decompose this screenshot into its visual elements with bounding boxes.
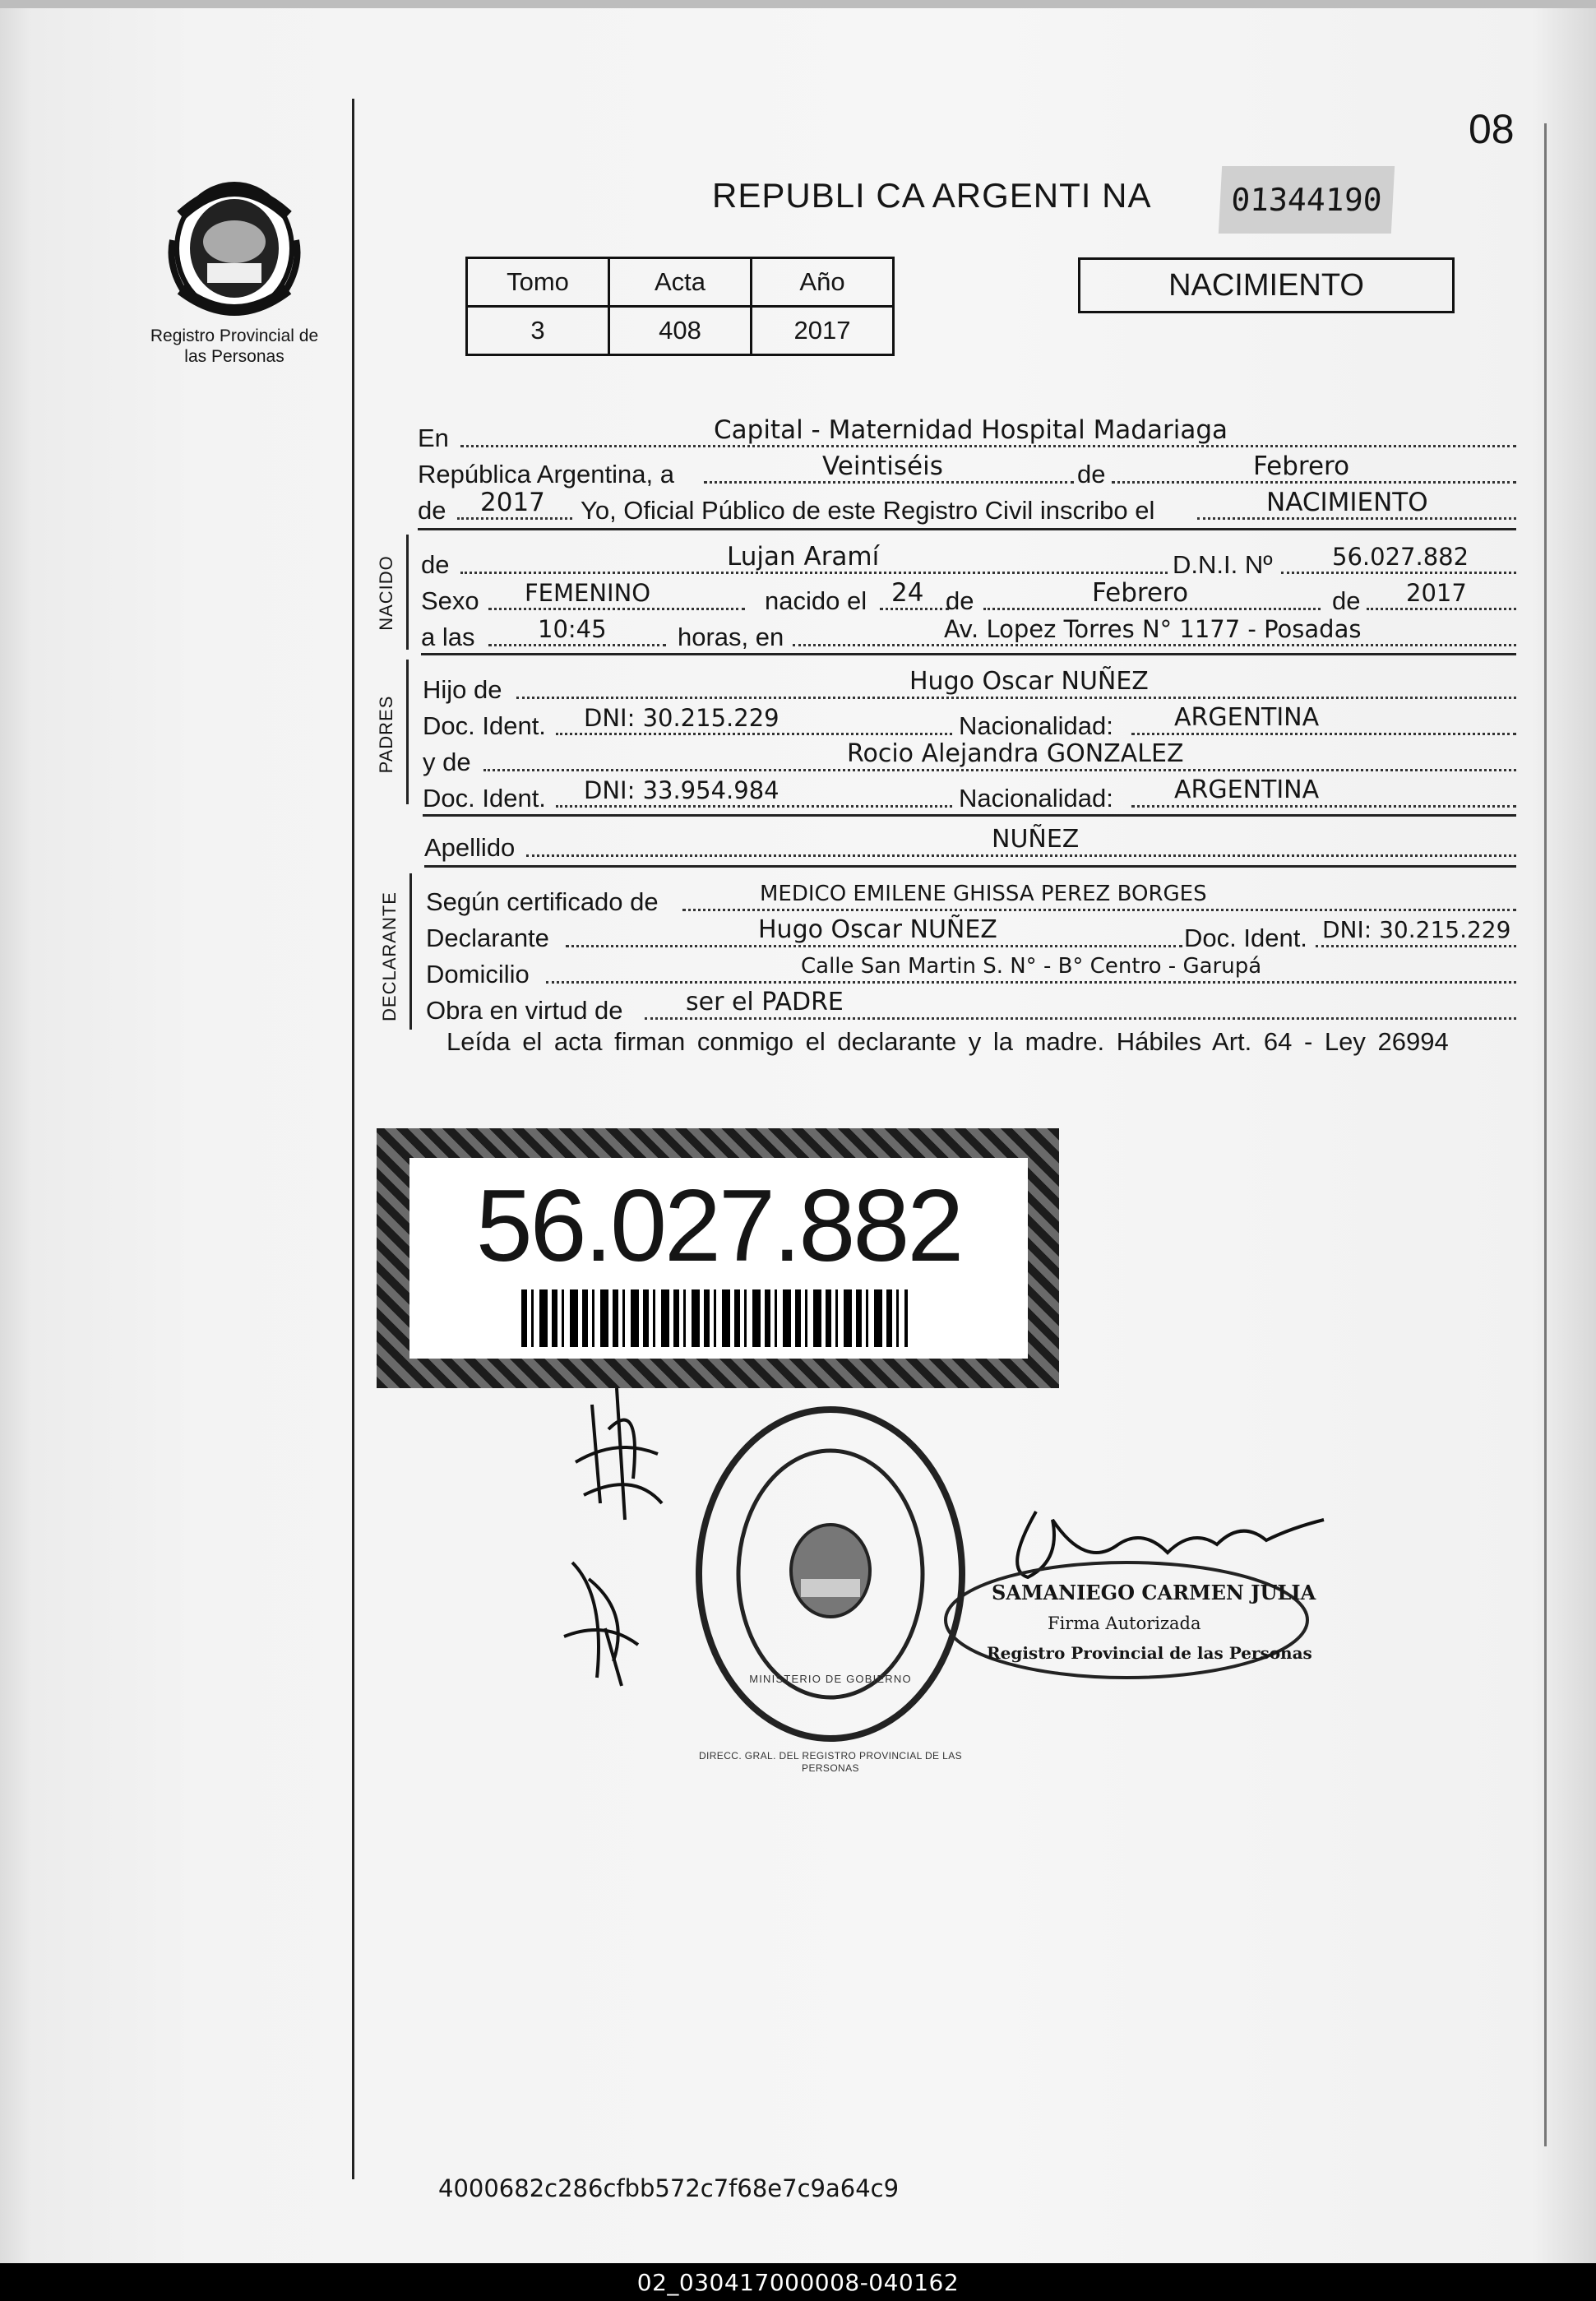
dots xyxy=(1131,733,1516,735)
right-edge-rule xyxy=(1544,123,1547,2146)
row-certificado xyxy=(426,880,1516,916)
dni-sticker-number: 56.027.882 xyxy=(475,1169,962,1283)
value-hora: 10:45 xyxy=(538,615,607,643)
certificate-page xyxy=(0,8,1596,2263)
row-hora xyxy=(421,615,1516,651)
signature-declarante xyxy=(567,1380,674,1528)
value-dia-nac: 24 xyxy=(891,578,924,608)
record-table xyxy=(465,257,895,356)
stamp-role: Firma Autorizada xyxy=(1048,1613,1201,1633)
label-sexo: Sexo xyxy=(421,586,479,615)
dots xyxy=(556,805,952,808)
section-bracket-padres xyxy=(406,660,409,804)
label-de-anio: de xyxy=(1332,586,1361,615)
row-apellido xyxy=(424,826,1516,862)
dots xyxy=(1367,608,1516,610)
sheet-number: 08 xyxy=(1469,106,1515,152)
dots xyxy=(566,945,1182,947)
label-doc-ident-2: Doc. Ident. xyxy=(423,784,546,813)
value-anio: 2017 xyxy=(480,488,545,517)
value-lugar: Capital - Maternidad Hospital Madariaga xyxy=(714,415,1228,445)
dots xyxy=(1131,805,1516,808)
value-dni: 56.027.882 xyxy=(1332,543,1469,571)
section-divider xyxy=(421,653,1516,655)
row-nombre xyxy=(421,543,1516,579)
section-padres: PADRES xyxy=(376,695,396,774)
value-tomo: 3 xyxy=(467,307,609,355)
dots xyxy=(546,981,1516,984)
label-segun: Según certificado de xyxy=(426,887,659,916)
dots xyxy=(645,1017,1516,1020)
value-certificado: MEDICO EMILENE GHISSA PEREZ BORGES xyxy=(760,882,1207,906)
value-mes: Febrero xyxy=(1253,451,1350,481)
label-de-year: de xyxy=(418,496,446,525)
value-domicilio: Calle San Martin S. N° - B° Centro - Garupá xyxy=(801,954,1262,979)
dots xyxy=(556,733,952,735)
value-anio-nac: 2017 xyxy=(1406,579,1467,607)
label-horas-en: horas, en xyxy=(678,623,784,651)
value-madre: Rocio Alejandra GONZALEZ xyxy=(847,739,1184,768)
label-nacionalidad: Nacionalidad: xyxy=(959,711,1113,740)
row-padre-doc xyxy=(423,704,1516,740)
value-madre-doc: DNI: 33.954.984 xyxy=(584,776,779,804)
row-lugar xyxy=(418,416,1516,452)
stamp-name: SAMANIEGO CARMEN JULIA xyxy=(992,1581,1316,1604)
label-nacido-el: nacido el xyxy=(765,586,867,615)
signature-madre xyxy=(556,1546,655,1694)
value-padre: Hugo Oscar NUÑEZ xyxy=(909,667,1149,696)
value-declarante: Hugo Oscar NUÑEZ xyxy=(758,915,997,944)
label-obra: Obra en virtud de xyxy=(426,996,623,1025)
document-hash: 4000682c286cfbb572c7f68e7c9a64c9 xyxy=(438,2174,900,2202)
label-apellido: Apellido xyxy=(424,833,516,862)
row-declarante xyxy=(426,916,1516,952)
label-de: de xyxy=(1077,460,1106,488)
dots xyxy=(1281,572,1516,574)
row-padre xyxy=(423,668,1516,704)
label-y-de: y de xyxy=(423,748,471,776)
dots xyxy=(682,909,1516,911)
section-declarante: DECLARANTE xyxy=(379,891,400,1021)
section-nacido: NACIDO xyxy=(376,555,396,631)
footer-file-id: 02_030417000008-040162 xyxy=(0,2263,1596,2301)
value-mes-nac: Febrero xyxy=(1092,578,1189,608)
dots xyxy=(516,697,1516,699)
dni-sticker-label xyxy=(409,1158,1028,1359)
label-en: En xyxy=(418,424,449,452)
seal-inner-text: MINISTERIO DE GOBIERNO xyxy=(749,1673,912,1685)
dni-sticker xyxy=(377,1128,1059,1388)
row-sexo xyxy=(421,579,1516,615)
dots xyxy=(457,517,572,520)
value-acto: NACIMIENTO xyxy=(1266,488,1428,517)
registry-name: Registro Provincial de las Personas xyxy=(150,326,319,366)
seal-text: DIRECC. GRAL. DEL REGISTRO PROVINCIAL DE LAS PERSONAS xyxy=(698,1750,963,1774)
label-nacionalidad-2: Nacionalidad: xyxy=(959,784,1113,813)
value-padre-nac: ARGENTINA xyxy=(1174,703,1320,732)
label-yo: Yo, Oficial Público de este Registro Civil inscribo el xyxy=(581,496,1155,525)
section-divider xyxy=(418,528,1516,530)
label-declarante: Declarante xyxy=(426,924,549,952)
dots xyxy=(1112,481,1516,484)
label-doc-ident-3: Doc. Ident. xyxy=(1184,924,1307,952)
label-republica: República Argentina, a xyxy=(418,460,674,488)
margin-rule xyxy=(352,99,354,2179)
section-bracket-declarante xyxy=(409,873,412,1030)
header-anio: Año xyxy=(752,258,894,307)
label-dni: D.N.I. Nº xyxy=(1173,550,1273,579)
value-padre-doc: DNI: 30.215.229 xyxy=(584,704,779,732)
row-obra xyxy=(426,988,1516,1025)
dots xyxy=(983,608,1321,610)
dots xyxy=(488,608,745,610)
value-anio: 2017 xyxy=(752,307,894,355)
label-domicilio: Domicilio xyxy=(426,960,530,988)
dots xyxy=(704,481,1074,484)
label-hijo-de: Hijo de xyxy=(423,675,502,704)
value-sexo: FEMENINO xyxy=(525,579,651,607)
dots xyxy=(488,644,666,646)
serial-number: 01344190 xyxy=(1219,166,1395,234)
label-doc-ident: Doc. Ident. xyxy=(423,711,546,740)
closing-statement: Leída el acta firman conmigo el declarante y la madre. Hábiles Art. 64 - Ley 26994 xyxy=(446,1027,1449,1056)
value-madre-nac: ARGENTINA xyxy=(1174,775,1320,804)
dots xyxy=(526,854,1516,857)
dots xyxy=(880,608,949,610)
dots xyxy=(460,572,1168,574)
dots xyxy=(483,769,1516,771)
value-nombre: Lujan Aramí xyxy=(727,542,880,572)
dots xyxy=(793,644,1516,646)
value-lugar-nac: Av. Lopez Torres N° 1177 - Posadas xyxy=(944,615,1362,643)
dots xyxy=(1197,517,1516,520)
section-divider xyxy=(424,865,1516,868)
row-madre-doc xyxy=(423,776,1516,813)
value-apellido: NUÑEZ xyxy=(992,825,1080,854)
header-tomo: Tomo xyxy=(467,258,609,307)
label-a-las: a las xyxy=(421,623,475,651)
value-declarante-doc: DNI: 30.215.229 xyxy=(1322,916,1511,943)
stamp-org: Registro Provincial de las Personas xyxy=(987,1643,1312,1663)
header-acta: Acta xyxy=(609,258,752,307)
value-acta: 408 xyxy=(609,307,752,355)
row-domicilio xyxy=(426,952,1516,988)
section-divider xyxy=(423,814,1516,817)
row-madre xyxy=(423,740,1516,776)
official-seal xyxy=(692,1401,969,1747)
act-type-box: NACIMIENTO xyxy=(1078,257,1455,313)
label-de-mes: de xyxy=(946,586,974,615)
dots xyxy=(1316,945,1516,947)
row-fecha xyxy=(418,452,1516,488)
barcode xyxy=(521,1289,908,1347)
section-bracket-nacido xyxy=(406,535,409,650)
dots xyxy=(460,445,1516,447)
value-obra: ser el PADRE xyxy=(686,988,844,1016)
row-inscribo xyxy=(418,488,1516,525)
scan-top-edge xyxy=(0,0,1596,8)
value-dia: Veintiséis xyxy=(822,451,943,481)
label-de-nombre: de xyxy=(421,550,450,579)
province-emblem xyxy=(164,166,304,322)
document-title: REPUBLI CA ARGENTI NA xyxy=(712,176,1152,215)
